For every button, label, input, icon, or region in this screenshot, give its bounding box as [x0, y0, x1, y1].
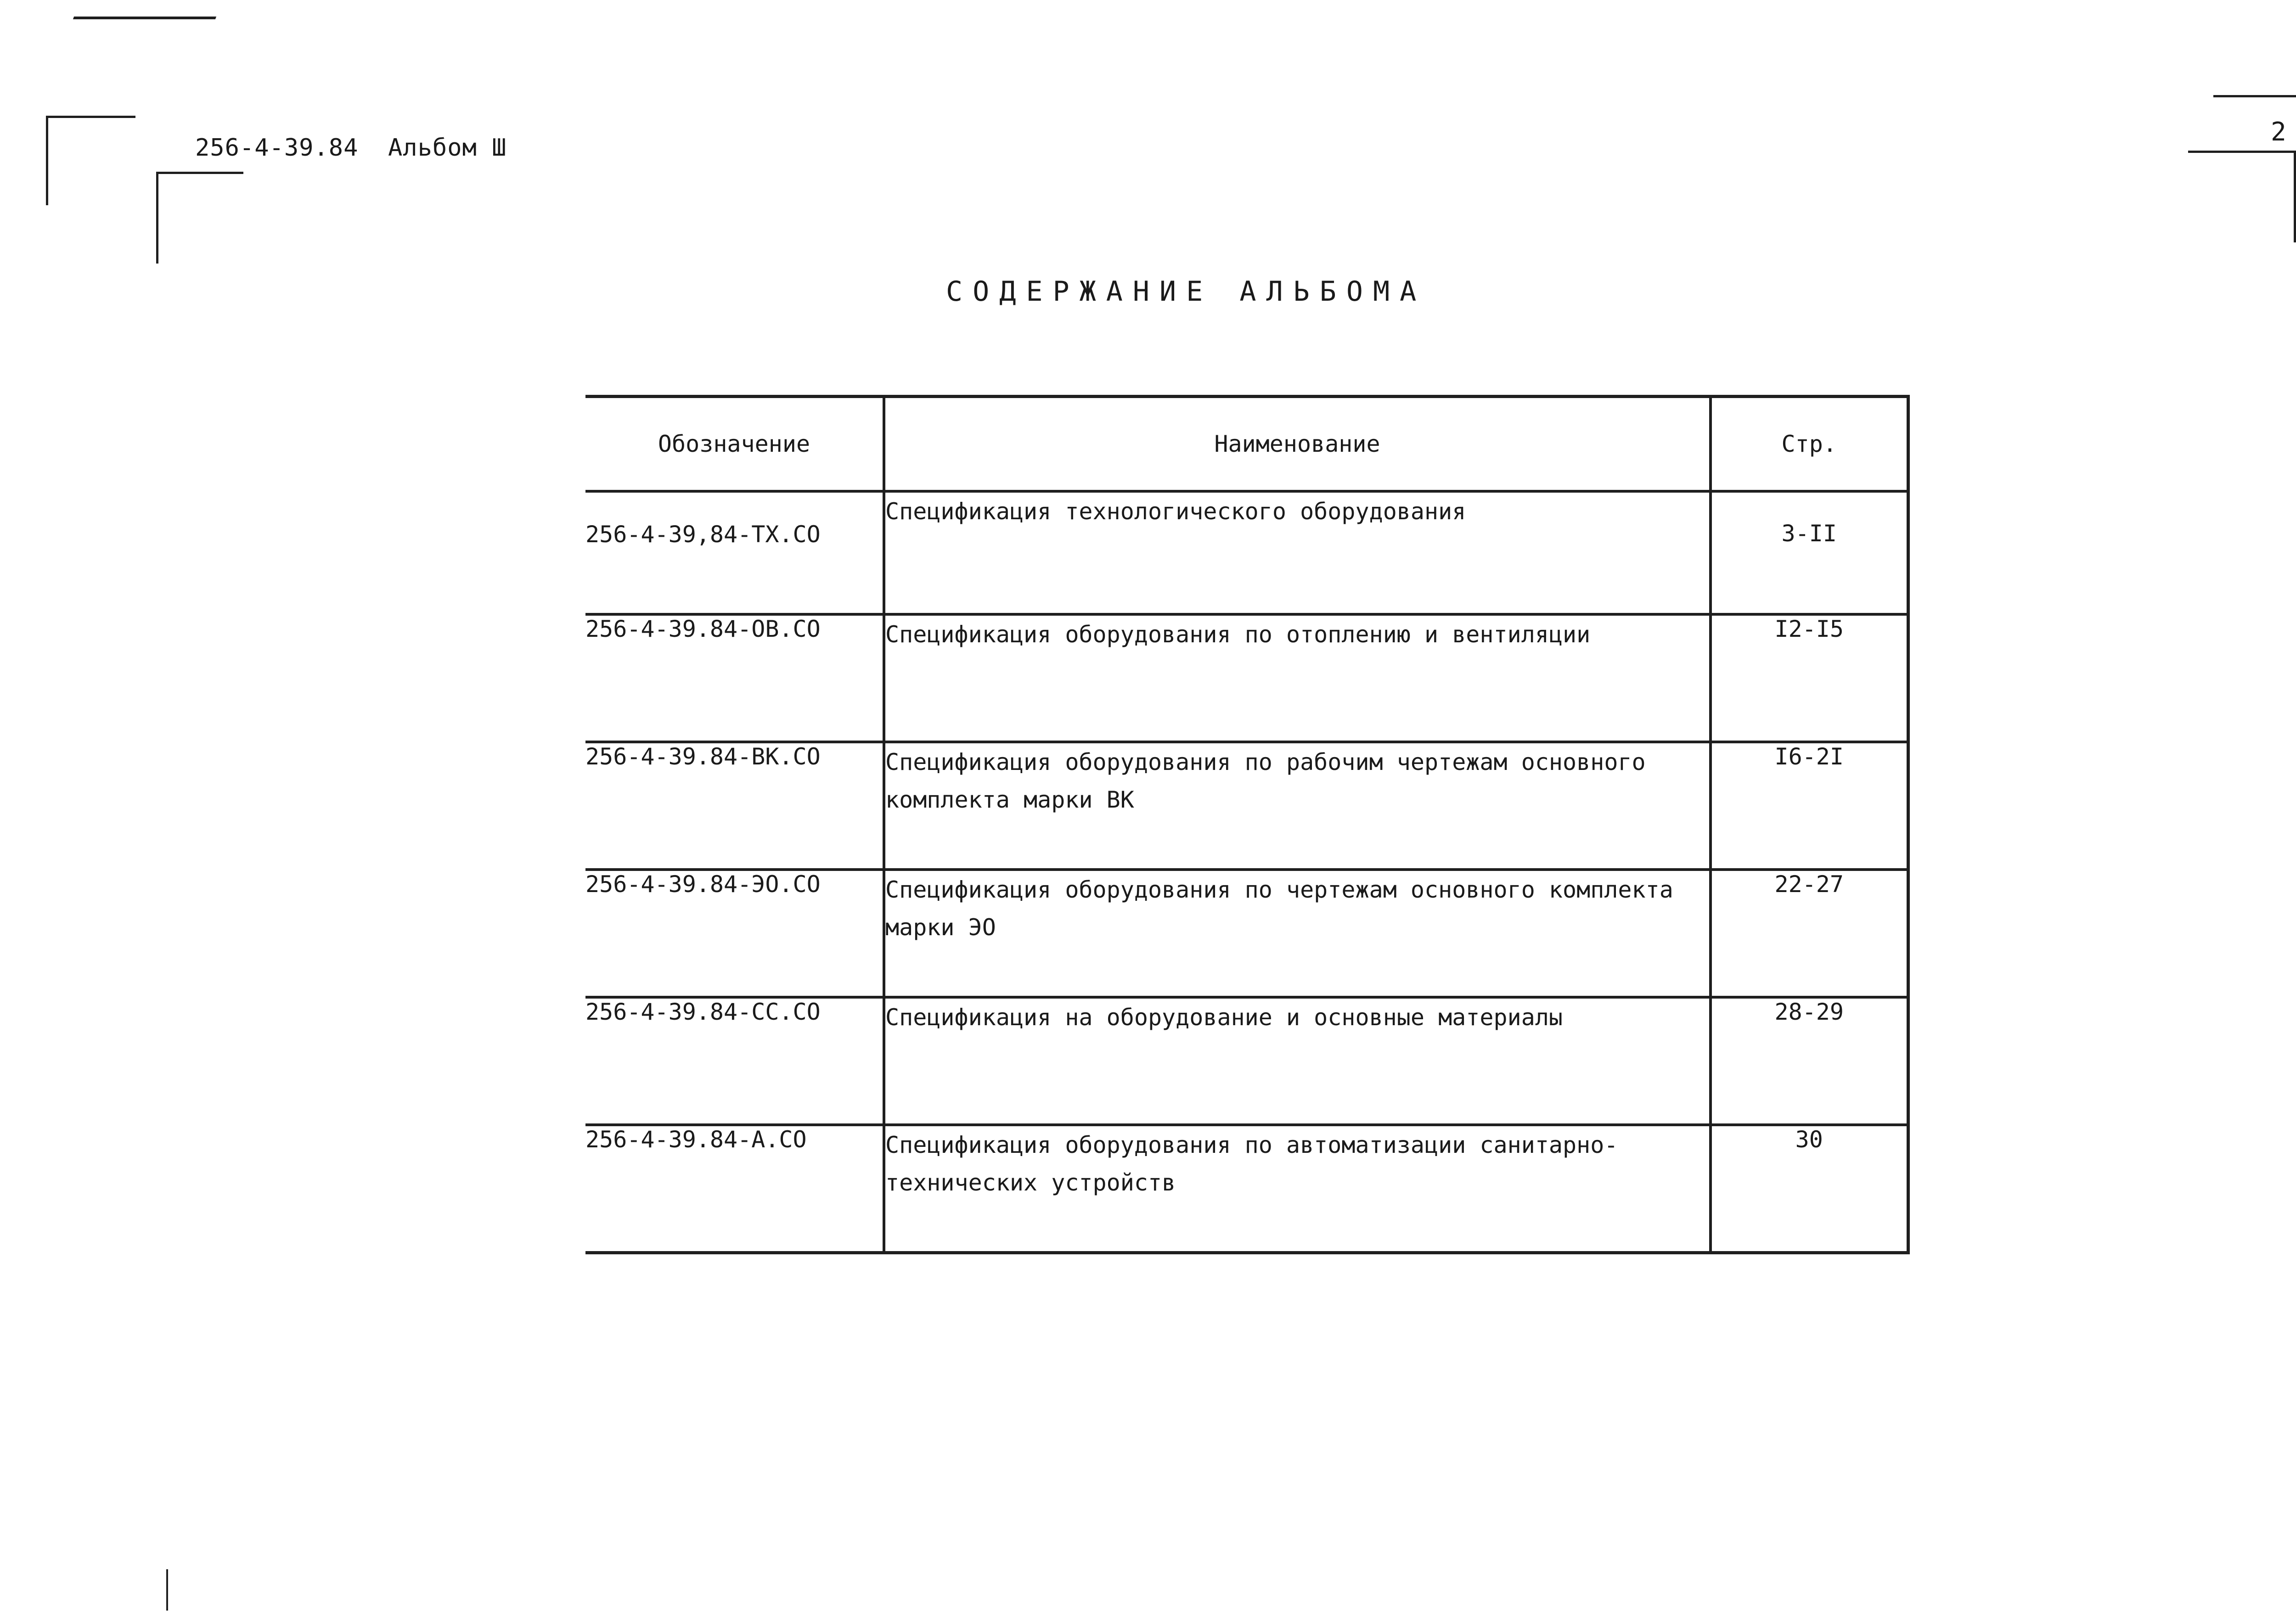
row-name: Спецификация на оборудование и основные материалы [884, 997, 1711, 1125]
top-left-stroke [73, 17, 216, 19]
document-header [195, 134, 506, 162]
row-pages: 3-II [1711, 491, 1908, 614]
column-header-name: Наименование [884, 397, 1711, 492]
row-designation: 256-4-39.84-СС.СО [585, 997, 884, 1125]
column-header-pages: Стр. [1711, 397, 1908, 492]
row-designation: 256-4-39,84-ТХ.СО [585, 491, 884, 614]
corner-mark-top-left-inner-h [156, 172, 243, 174]
row-designation: 256-4-39.84-А.СО [585, 1125, 884, 1253]
corner-mark-top-right-outer-h [2213, 95, 2296, 97]
album-label: Альбом Ш [388, 134, 507, 162]
corner-mark-top-right-inner-h [2188, 151, 2296, 153]
row-pages: I2-I5 [1711, 614, 1908, 742]
corner-mark-top-right-inner-v [2294, 151, 2296, 242]
row-name: Спецификация оборудования по отоплению и вентиляции [884, 614, 1711, 742]
contents-table [585, 395, 1910, 1254]
row-name: Спецификация оборудования по рабочим чертежам основного комплекта марки ВК [884, 742, 1711, 870]
table-row [585, 870, 1908, 997]
corner-mark-top-left-inner-v [156, 172, 158, 264]
corner-mark-top-left-outer-v [46, 116, 48, 205]
table-header-row [585, 397, 1908, 492]
document-code: 256-4-39.84 [195, 134, 359, 162]
row-designation: 256-4-39.84-ЭО.СО [585, 870, 884, 997]
row-pages: I6-2I [1711, 742, 1908, 870]
row-pages: 22-27 [1711, 870, 1908, 997]
table-row [585, 997, 1908, 1125]
row-name: Спецификация оборудования по автоматизации санитарно-технических устройств [884, 1125, 1711, 1253]
row-pages: 28-29 [1711, 997, 1908, 1125]
row-designation: 256-4-39.84-ОВ.СО [585, 614, 884, 742]
row-name: Спецификация технологического оборудования [884, 491, 1711, 614]
row-name: Спецификация оборудования по чертежам основного комплекта марки ЭО [884, 870, 1711, 997]
row-designation: 256-4-39.84-ВК.СО [585, 742, 884, 870]
table-row [585, 1125, 1908, 1253]
table-row [585, 614, 1908, 742]
column-header-designation: Обозначение [585, 397, 884, 492]
table-row [585, 742, 1908, 870]
page-title: СОДЕРЖАНИЕ АЛЬБОМА [946, 275, 1427, 308]
corner-mark-bottom-left [166, 1569, 168, 1611]
page-number: 2 [2271, 117, 2286, 147]
corner-mark-top-left-outer-h [46, 116, 135, 118]
table-row [585, 491, 1908, 614]
row-pages: 30 [1711, 1125, 1908, 1253]
